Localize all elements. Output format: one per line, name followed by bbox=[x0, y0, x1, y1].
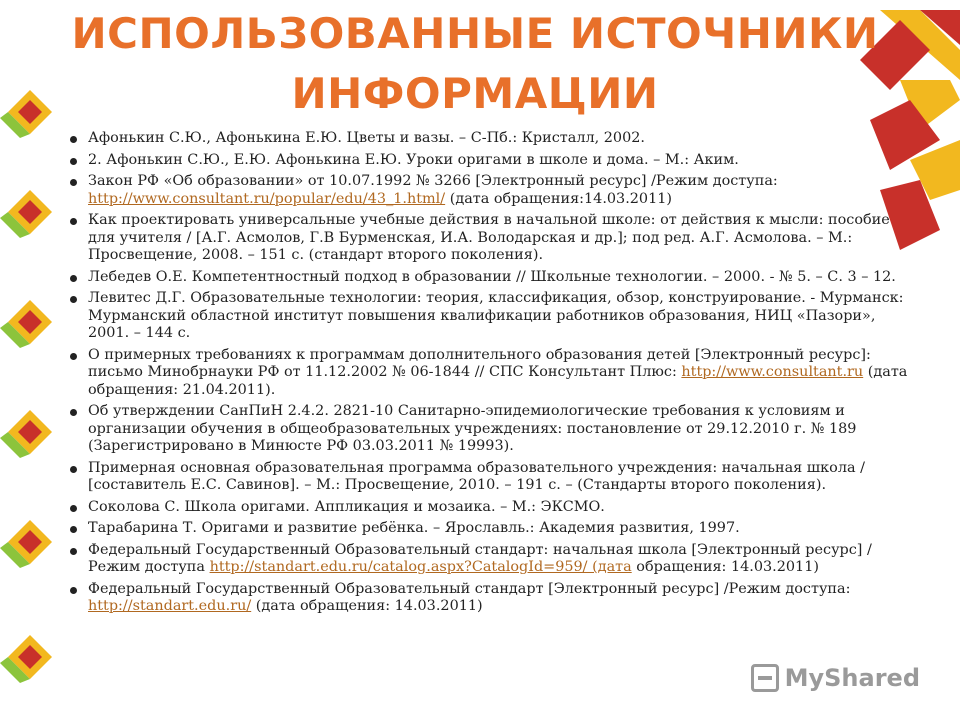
slide-title bbox=[60, 4, 890, 124]
list-item: Федеральный Государственный Образовательный стандарт: начальная школа [Электронный ресурс] /Режим доступа http://standart.edu.ru/catalog.aspx?CatalogId=959/ (дата обращения: 14.03.2011) bbox=[68, 542, 908, 577]
watermark-text: MyShared bbox=[784, 664, 920, 692]
reference-link[interactable]: http://www.consultant.ru bbox=[681, 364, 864, 380]
list-item: 2. Афонькин С.Ю., Е.Ю. Афонькина Е.Ю. Уроки оригами в школе и дома. – М.: Аким. bbox=[68, 152, 908, 170]
list-item: Примерная основная образовательная программа образовательного учреждения: начальная школа / [составитель Е.С. Савинов]. – М.: Просвещение, 2010. – 191 с. – (Стандарты второго поколения). bbox=[68, 460, 908, 495]
list-item: Левитес Д.Г. Образовательные технологии: теория, классификация, обзор, конструирование. - Мурманск: Мурманский областной институт повышения квалификации работников образования, НИЦ «Пазори», 2001. – 144 с. bbox=[68, 290, 908, 343]
list-item: Закон РФ «Об образовании» от 10.07.1992 № 3266 [Электронный ресурс] /Режим доступа: http://www.consultant.ru/popular/edu/43_1.html/ (дата обращения:14.03.2011) bbox=[68, 173, 908, 208]
title-line-2: ИНФОРМАЦИИ bbox=[291, 69, 659, 118]
list-item: Об утверждении СанПиН 2.4.2. 2821-10 Санитарно-эпидемиологические требования к условиям и организации обучения в общеобразовательных учреждениях: постановление от 29.12.2010 г. № 189 (Зарегистрировано в Минюсте РФ 03.03.2011 № 19993). bbox=[68, 403, 908, 456]
list-item: Тарабарина Т. Оригами и развитие ребёнка. – Ярославль.: Академия развития, 1997. bbox=[68, 520, 908, 538]
diamond-ornament-4 bbox=[0, 410, 52, 458]
list-item: Афонькин С.Ю., Афонькина Е.Ю. Цветы и вазы. – С-Пб.: Кристалл, 2002. bbox=[68, 130, 908, 148]
diamond-ornament-5 bbox=[0, 520, 52, 568]
watermark bbox=[751, 664, 920, 692]
watermark-logo-icon bbox=[751, 664, 779, 692]
list-item: Как проектировать универсальные учебные действия в начальной школе: от действия к мысли: пособие для учителя / [А.Г. Асмолов, Г.В Бурменская, И.А. Володарская и др.]; под ред. А.Г. Асмолова. – М.: Просвещение, 2008. – 151 с. (стандарт второго поколения). bbox=[68, 212, 908, 265]
list-item: Лебедев О.Е. Компетентностный подход в образовании // Школьные технологии. – 2000. - № 5. – С. 3 – 12. bbox=[68, 269, 908, 287]
diamond-ornament-3 bbox=[0, 300, 52, 348]
list-item: Федеральный Государственный Образовательный стандарт [Электронный ресурс] /Режим доступа: http://standart.edu.ru/ (дата обращения: 14.03.2011) bbox=[68, 581, 908, 616]
left-decoration bbox=[0, 80, 60, 720]
list-item: Соколова С. Школа оригами. Аппликация и мозаика. – М.: ЭКСМО. bbox=[68, 499, 908, 517]
reference-link[interactable]: http://standart.edu.ru/catalog.aspx?CatalogId=959/ (дата bbox=[209, 559, 632, 575]
diamond-ornament-1 bbox=[0, 90, 52, 138]
diamond-ornament-6 bbox=[0, 635, 52, 683]
reference-link[interactable]: http://www.consultant.ru/popular/edu/43_1.html/ bbox=[88, 190, 446, 207]
title-line-1: ИСПОЛЬЗОВАННЫЕ ИСТОЧНИКИ bbox=[71, 9, 879, 58]
reference-list bbox=[68, 130, 908, 620]
diamond-ornament-2 bbox=[0, 190, 52, 238]
list-item: О примерных требованиях к программам дополнительного образования детей [Электронный ресурс]: письмо Минобрнауки РФ от 11.12.2002 № 06-1844 // СПС Консультант Плюс: http://www.consultant.ru (дата обращения: 21.04.2011). bbox=[68, 347, 908, 400]
reference-link[interactable]: http://standart.edu.ru/ bbox=[88, 598, 252, 614]
